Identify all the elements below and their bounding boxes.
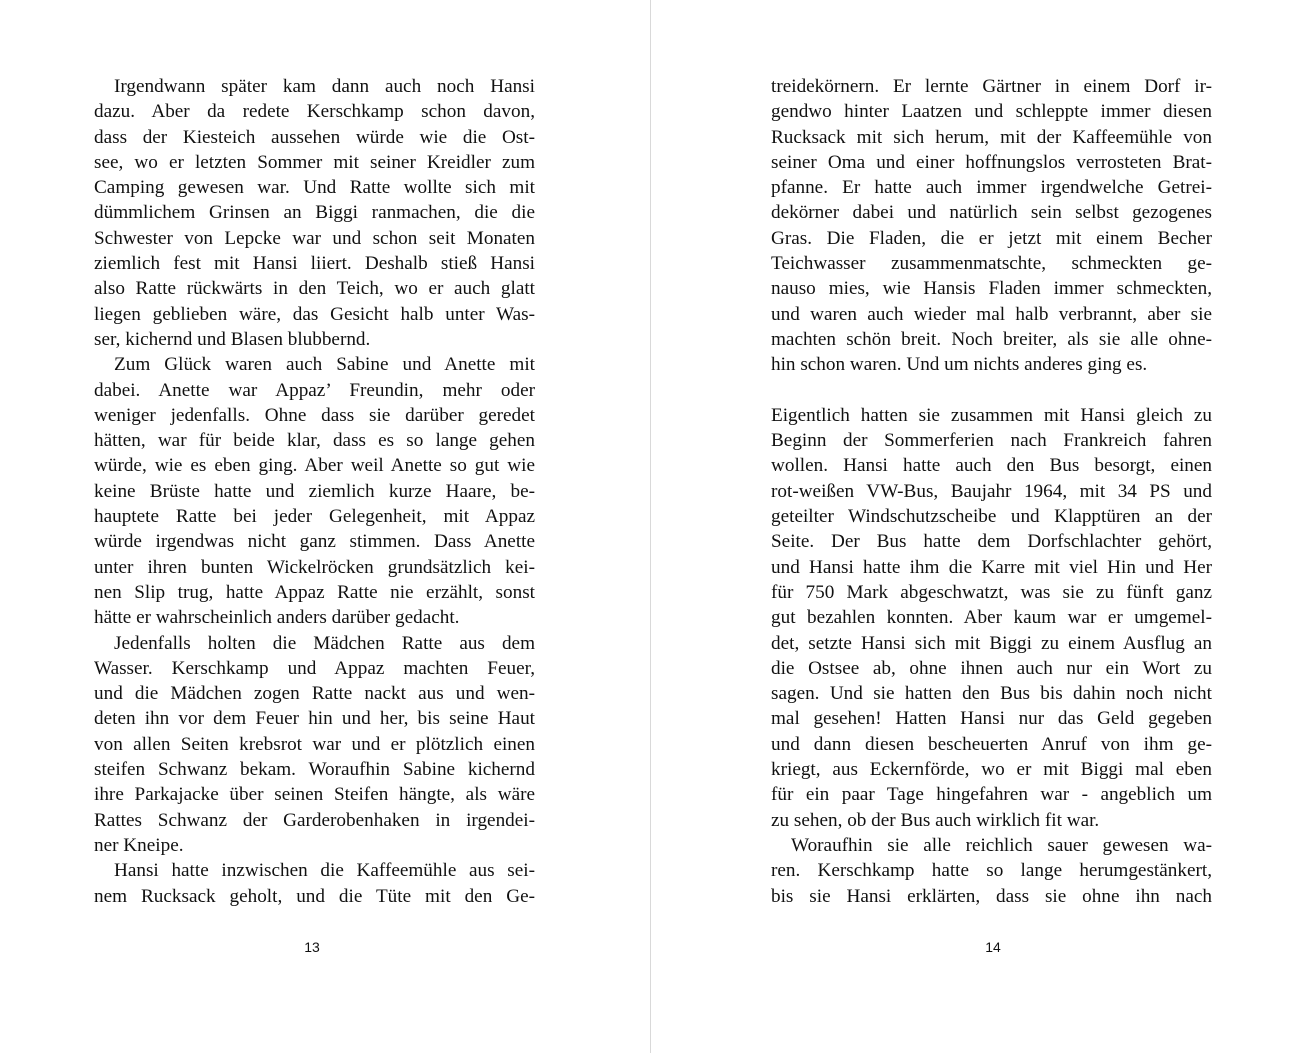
text-line: nem Rucksack geholt, und die Tüte mit den Ge- bbox=[94, 885, 535, 907]
text-line: rot-weißen VW-Bus, Baujahr 1964, mit 34 PS und bbox=[771, 480, 1212, 502]
text-line: von allen Seiten krebsrot war und er plötzlich einen bbox=[94, 733, 535, 755]
text-line: ser, kichernd und Blasen blubbernd. bbox=[94, 328, 371, 350]
text-line: hätte er wahrscheinlich anders darüber gedacht. bbox=[94, 607, 460, 629]
text-line: deten ihn vor dem Feuer hin und her, bis seine Haut bbox=[94, 708, 535, 730]
text-line: und dann diesen bescheuerten Anruf von ihm ge- bbox=[771, 733, 1212, 755]
text-line: ner Kneipe. bbox=[94, 834, 184, 856]
text-line: kriegt, aus Eckernförde, wo er mit Biggi mal eben bbox=[771, 759, 1212, 781]
text-line: ziemlich fest mit Hansi liiert. Deshalb stieß Hansi bbox=[94, 253, 535, 275]
text-line: Hansi hatte inzwischen die Kaffeemühle aus sei- bbox=[114, 860, 535, 882]
text-line: dümmlichem Grinsen an Biggi ranmachen, die die bbox=[94, 202, 535, 224]
text-line: Rucksack mit sich herum, mit der Kaffeemühle von bbox=[771, 126, 1212, 148]
text-line: Schwester von Lepcke war und schon seit Monaten bbox=[94, 227, 535, 249]
text-line: det, setzte Hansi sich mit Biggi zu einem Ausflug an bbox=[771, 632, 1212, 654]
text-line: hin schon waren. Und um nichts anderes ging es. bbox=[771, 354, 1148, 376]
text-line: gut bezahlen konnten. Aber kaum war er umgemel- bbox=[771, 607, 1212, 629]
text-line: see, wo er letzten Sommer mit seiner Kreidler zum bbox=[94, 151, 535, 173]
text-line: würde irgendwas nicht ganz stimmen. Dass Anette bbox=[94, 531, 535, 553]
text-line: seiner Oma und einer hoffnungslos verrosteten Brat- bbox=[771, 151, 1212, 173]
right-page bbox=[651, 0, 1301, 1053]
text-line: ihre Parkajacke über seinen Steifen hängte, als wäre bbox=[94, 784, 535, 806]
text-line: für ein paar Tage hingefahren war - angeblich um bbox=[771, 784, 1212, 806]
text-line: geteilter Windschutzscheibe und Klapptüren an der bbox=[771, 506, 1212, 528]
text-line: dekörner dabei und natürlich sein selbst gezogenes bbox=[771, 202, 1212, 224]
text-line: und Hansi hatte ihm die Karre mit viel Hin und Her bbox=[771, 556, 1212, 578]
text-line: gendwo hinter Laatzen und schleppte immer diesen bbox=[771, 101, 1212, 123]
text-line: dazu. Aber da redete Kerschkamp schon davon, bbox=[94, 101, 535, 123]
text-line: unter ihren bunten Wickelröcken grundsätzlich kei- bbox=[94, 556, 535, 578]
text-line: Gras. Die Fladen, die er jetzt mit einem Becher bbox=[771, 227, 1212, 249]
text-line: und die Mädchen zogen Ratte nackt aus und wen- bbox=[94, 683, 535, 705]
text-line: Seite. Der Bus hatte dem Dorfschlachter gehört, bbox=[771, 531, 1212, 553]
text-line: zu sehen, ob der Bus auch wirklich fit war. bbox=[771, 809, 1100, 831]
text-line: dabei. Anette war Appaz’ Freundin, mehr oder bbox=[94, 379, 535, 401]
text-line: Zum Glück waren auch Sabine und Anette mit bbox=[114, 354, 535, 376]
text-line: also Ratte rückwärts in den Teich, wo er auch glatt bbox=[94, 278, 535, 300]
text-line: und waren auch wieder mal halb verbrannt, aber sie bbox=[771, 303, 1212, 325]
text-line: für 750 Mark abgeschwatzt, was sie zu fünft ganz bbox=[771, 581, 1212, 603]
text-line: Camping gewesen war. Und Ratte wollte sich mit bbox=[94, 177, 535, 199]
text-line: Wasser. Kerschkamp und Appaz machten Feuer, bbox=[94, 657, 535, 679]
text-line: ren. Kerschkamp hatte so lange herumgestänkert, bbox=[771, 860, 1212, 882]
text-line: würde, wie es eben ging. Aber weil Anette so gut wie bbox=[94, 455, 535, 477]
text-line: sagen. Und sie hatten den Bus bis dahin noch nicht bbox=[771, 683, 1212, 705]
text-line: steifen Schwanz bekam. Woraufhin Sabine kichernd bbox=[94, 759, 535, 781]
text-line: Teichwasser zusammenmatschte, schmeckten ge- bbox=[771, 253, 1212, 275]
text-line: Irgendwann später kam dann auch noch Hansi bbox=[114, 76, 535, 97]
text-line: Beginn der Sommerferien nach Frankreich fahren bbox=[771, 430, 1212, 452]
text-line: dass der Kiesteich aussehen würde wie die Ost- bbox=[94, 126, 535, 148]
text-line: weniger jedenfalls. Ohne dass sie darüber geredet bbox=[94, 404, 535, 426]
text-line: treidekörnern. Er lernte Gärtner in einem Dorf ir- bbox=[771, 76, 1212, 97]
text-line: die Ostsee ab, ohne ihnen auch nur ein Wort zu bbox=[771, 657, 1212, 679]
page-number-right: 14 bbox=[985, 939, 1001, 955]
page-number-left: 13 bbox=[304, 939, 320, 955]
blank-line bbox=[771, 378, 1212, 403]
text-line: hätten, war für beide klar, dass es so lange gehen bbox=[94, 430, 535, 452]
left-page bbox=[0, 0, 650, 1053]
text-line: pfanne. Er hatte auch immer irgendwelche Getrei- bbox=[771, 177, 1212, 199]
text-line: liegen geblieben wäre, das Gesicht halb unter Was- bbox=[94, 303, 535, 325]
text-line: wollen. Hansi hatte auch den Bus besorgt, einen bbox=[771, 455, 1212, 477]
text-line: nen Slip trug, hatte Appaz Ratte nie erzählt, sonst bbox=[94, 581, 535, 603]
text-line: mal gesehen! Hatten Hansi nur das Geld gegeben bbox=[771, 708, 1212, 730]
text-line: hauptete Ratte bei jeder Gelegenheit, mit Appaz bbox=[94, 506, 535, 528]
text-line: Eigentlich hatten sie zusammen mit Hansi gleich zu bbox=[771, 404, 1212, 426]
text-line: nauso mies, wie Hansis Fladen immer schmeckten, bbox=[771, 278, 1212, 300]
text-line: keine Brüste hatte und ziemlich kurze Haare, be- bbox=[94, 480, 535, 502]
text-line: Rattes Schwanz der Garderobenhaken in irgendei- bbox=[94, 809, 535, 831]
text-line: machten schön breit. Noch breiter, als sie alle ohne- bbox=[771, 328, 1212, 350]
left-page-text bbox=[94, 74, 535, 909]
right-page-text bbox=[771, 74, 1212, 909]
text-line: Woraufhin sie alle reichlich sauer gewesen wa- bbox=[791, 834, 1212, 856]
text-line: bis sie Hansi erklärten, dass sie ohne ihn nach bbox=[771, 885, 1212, 907]
text-line: Jedenfalls holten die Mädchen Ratte aus dem bbox=[114, 632, 535, 654]
